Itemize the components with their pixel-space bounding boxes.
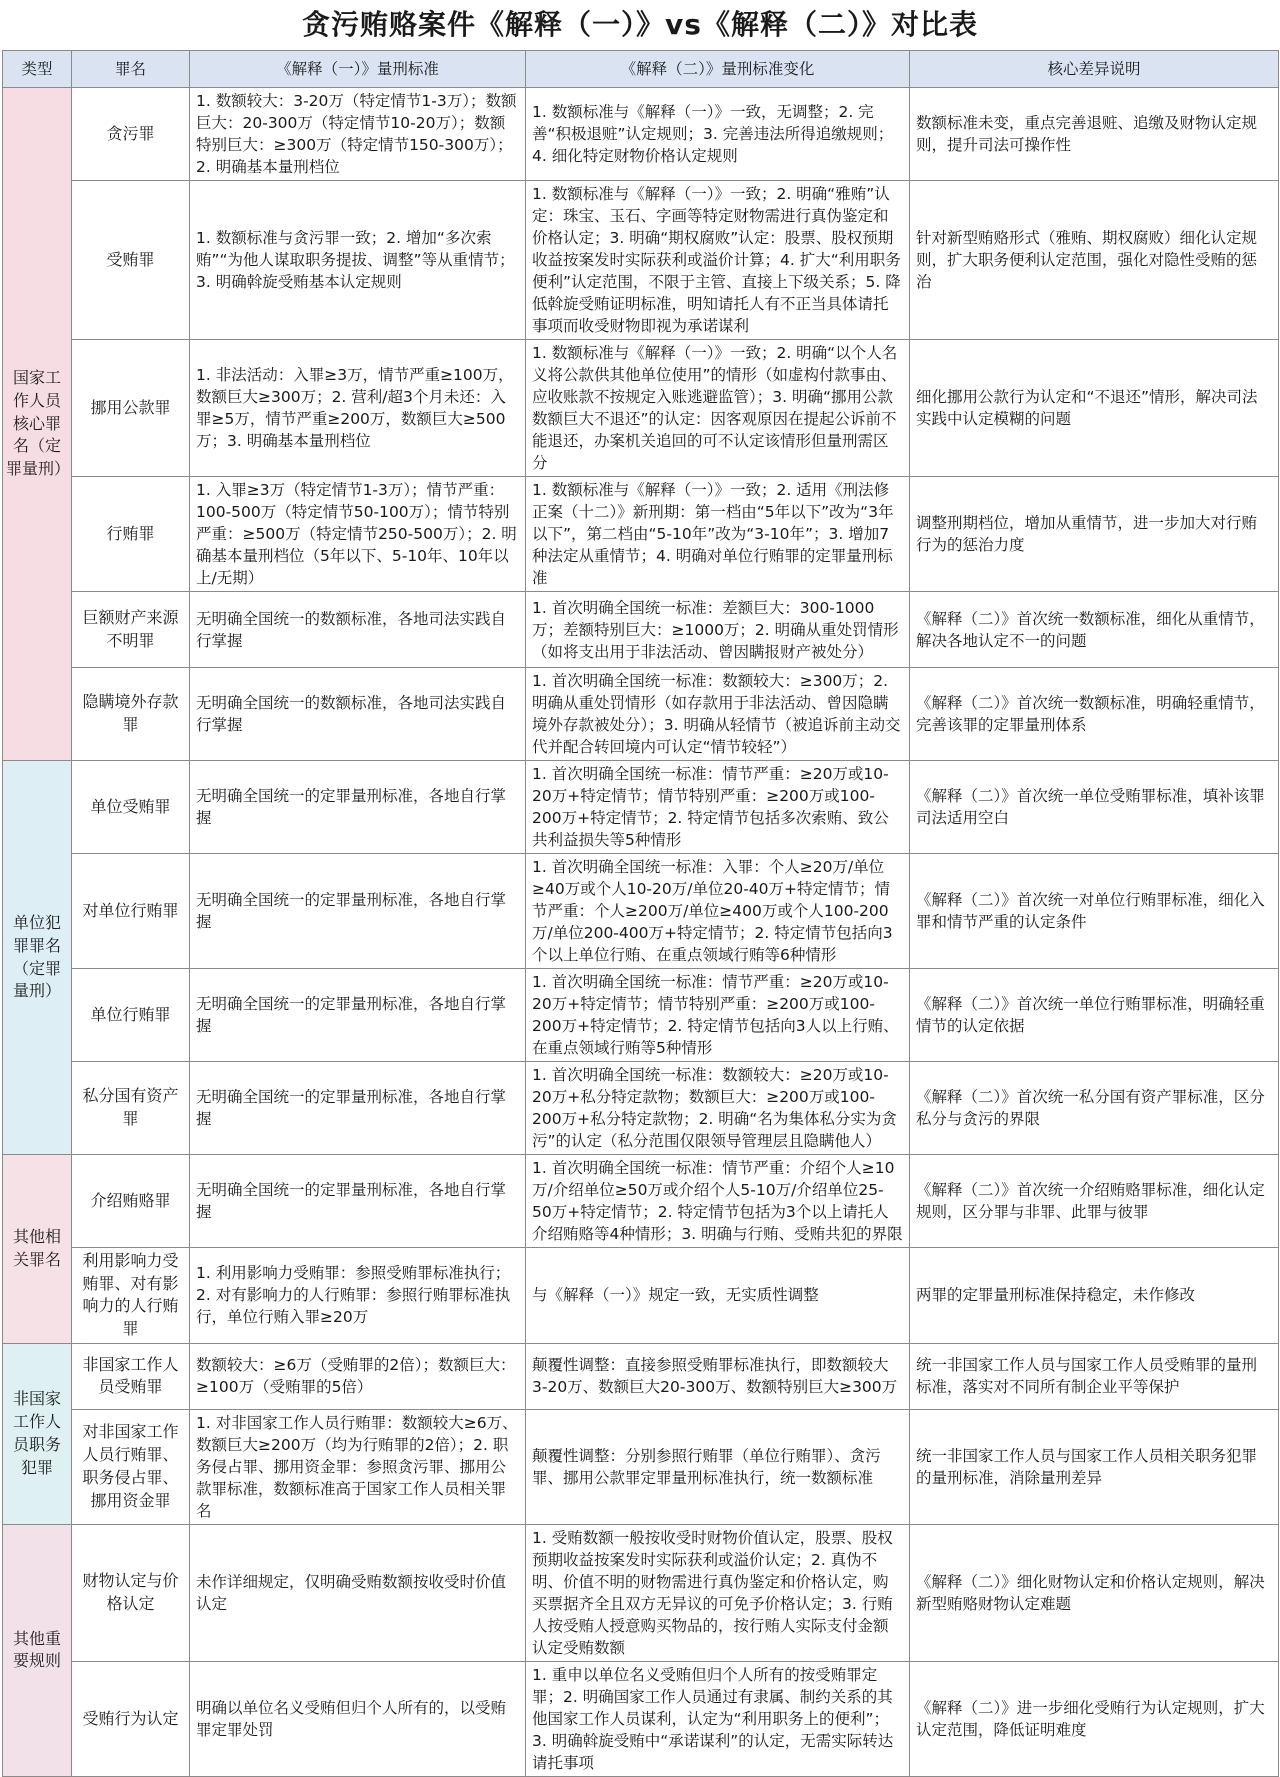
diff-cell: 针对新型贿赂形式（雅贿、期权腐败）细化认定规则，扩大职务便利认定范围，强化对隐性受贿的惩治 [910,181,1279,340]
diff-cell: 细化挪用公款行为认定和“不退还”情形，解决司法实践中认定模糊的问题 [910,340,1279,477]
table-row [3,1248,1279,1344]
std1-cell: 1. 入罪≥3万（特定情节1-3万）；情节严重：100-500万（特定情节50-100万）；情节特别严重：≥500万（特定情节250-500万）；2. 明确基本量刑档位（5年以下、5-10年、10年以上/无期） [190,477,526,592]
diff-cell: 《解释（二）》首次统一对单位行贿罪标准，细化入罪和情节严重的认定条件 [910,854,1279,969]
crime-name: 单位行贿罪 [72,969,190,1062]
crime-name: 私分国有资产罪 [72,1062,190,1155]
crime-name: 介绍贿赂罪 [72,1155,190,1248]
std1-cell: 无明确全国统一的定罪量刑标准，各地自行掌握 [190,1062,526,1155]
std2-cell: 1. 首次明确全国统一标准：情节严重：介绍个人≥10万/介绍单位≥50万或介绍个人5-10万/介绍单位25-50万+特定情节；2. 特定情节包括为3个以上请托人介绍贿赂等4种情形；3. 明确与行贿、受贿共犯的界限 [526,1155,910,1248]
category-cell: 单位犯罪罪名（定罪量刑） [3,761,72,1155]
diff-cell: 数额标准未变，重点完善退赃、追缴及财物认定规则，提升司法可操作性 [910,88,1279,181]
std2-cell: 颠覆性调整：直接参照受贿罪标准执行，即数额较大3-20万、数额巨大20-300万、数额特别巨大≥300万 [526,1343,910,1409]
table-row [3,668,1279,761]
diff-cell: 《解释（二）》首次统一单位受贿罪标准，填补该罪司法适用空白 [910,761,1279,854]
table-row [3,854,1279,969]
std2-cell: 1. 重申以单位名义受贿但归个人所有的按受贿罪定罪；2. 明确国家工作人员通过有隶属、制约关系的其他国家工作人员谋利，认定为“利用职务上的便利”；3. 明确斡旋受贿中“承诺谋利”的认定，无需实际转达请托事项 [526,1661,910,1776]
header-name: 罪名 [72,51,190,88]
table-row [3,761,1279,854]
std1-cell: 无明确全国统一的定罪量刑标准，各地自行掌握 [190,854,526,969]
header-std1: 《解释（一）》量刑标准 [190,51,526,88]
std1-cell: 1. 数额标准与贪污罪一致；2. 增加“多次索贿”“为他人谋取职务提拔、调整”等从重情节；3. 明确斡旋受贿基本认定规则 [190,181,526,340]
diff-cell: 《解释（二）》首次统一介绍贿赂罪标准，细化认定规则，区分罪与非罪、此罪与彼罪 [910,1155,1279,1248]
std2-cell: 1. 首次明确全国统一标准：入罪：个人≥20万/单位≥40万或个人10-20万/单位20-40万+特定情节；情节严重：个人≥200万/单位≥400万或个人100-200万/单位200-400万+特定情节；2. 特定情节包括向3个以上单位行贿、在重点领域行贿等6种情形 [526,854,910,969]
std2-cell: 1. 受贿数额一般按收受时财物价值认定，股票、股权预期收益按案发时实际获利或溢价认定；2. 真伪不明、价值不明的财物需进行真伪鉴定和价格认定，购买票据齐全且双方无异议的可免予价格认定；3. 行贿人按受贿人授意购买物品的，按行贿人实际支付金额认定受贿数额 [526,1524,910,1661]
std1-cell: 1. 数额较大：3-20万（特定情节1-3万）；数额巨大：20-300万（特定情节10-20万）；数额特别巨大：≥300万（特定情节150-300万）；2. 明确基本量刑档位 [190,88,526,181]
crime-name: 巨额财产来源不明罪 [72,592,190,668]
diff-cell: 《解释（二）》首次统一单位行贿罪标准，明确轻重情节的认定依据 [910,969,1279,1062]
table-row [3,1409,1279,1524]
std1-cell: 无明确全国统一的数额标准，各地司法实践自行掌握 [190,668,526,761]
diff-cell: 统一非国家工作人员与国家工作人员受贿罪的量刑标准，落实对不同所有制企业平等保护 [910,1343,1279,1409]
diff-cell: 《解释（二）》首次统一数额标准，明确轻重情节，完善该罪的定罪量刑体系 [910,668,1279,761]
table-header-row [3,51,1279,88]
table-row [3,477,1279,592]
std2-cell: 与《解释（一）》规定一致，无实质性调整 [526,1248,910,1344]
category-cell: 非国家工作人员职务犯罪 [3,1343,72,1524]
comparison-table [2,50,1279,1777]
crime-name: 财物认定与价格认定 [72,1524,190,1661]
std1-cell: 无明确全国统一的定罪量刑标准，各地自行掌握 [190,761,526,854]
diff-cell: 《解释（二）》首次统一私分国有资产罪标准，区分私分与贪污的界限 [910,1062,1279,1155]
header-std2: 《解释（二）》量刑标准变化 [526,51,910,88]
diff-cell: 两罪的定罪量刑标准保持稳定，未作修改 [910,1248,1279,1344]
category-cell: 其他相关罪名 [3,1155,72,1344]
table-row [3,181,1279,340]
header-type: 类型 [3,51,72,88]
std1-cell: 明确以单位名义受贿但归个人所有的，以受贿罪定罪处罚 [190,1661,526,1776]
std2-cell: 1. 首次明确全国统一标准：数额较大：≥20万或10-20万+私分特定款物；数额巨大：≥200万或100-200万+私分特定款物；2. 明确“名为集体私分实为贪污”的认定（私分范围仅限领导管理层且隐瞒他人） [526,1062,910,1155]
table-row [3,592,1279,668]
table-row [3,969,1279,1062]
page-title: 贪污贿赂案件《解释（一）》vs《解释（二）》对比表 [302,8,978,41]
table-row [3,1343,1279,1409]
table-row [3,1155,1279,1248]
crime-name: 行贿罪 [72,477,190,592]
diff-cell: 《解释（二）》首次统一数额标准，细化从重情节，解决各地认定不一的问题 [910,592,1279,668]
diff-cell: 《解释（二）》进一步细化受贿行为认定规则，扩大认定范围，降低证明难度 [910,1661,1279,1776]
std2-cell: 1. 数额标准与《解释（一）》一致，无调整；2. 完善“积极退赃”认定规则；3. 完善违法所得追缴规则；4. 细化特定财物价格认定规则 [526,88,910,181]
table-row [3,1062,1279,1155]
std1-cell: 无明确全国统一的定罪量刑标准，各地自行掌握 [190,1155,526,1248]
std2-cell: 颠覆性调整：分别参照行贿罪（单位行贿罪）、贪污罪、挪用公款罪定罪量刑标准执行，统一数额标准 [526,1409,910,1524]
std2-cell: 1. 首次明确全国统一标准：情节严重：≥20万或10-20万+特定情节；情节特别严重：≥200万或100-200万+特定情节；2. 特定情节包括向3人以上行贿、在重点领域行贿等5种情形 [526,969,910,1062]
std2-cell: 1. 数额标准与《解释（一）》一致；2. 明确“雅贿”认定：珠宝、玉石、字画等特定财物需进行真伪鉴定和价格认定；3. 明确“期权腐败”认定：股票、股权预期收益按案发时实际获利或溢价计算；4. 扩大“利用职务便利”认定范围，不限于主管、直接上下级关系；5. 降低斡旋受贿证明标准，明知请托人有不正当具体请托事项而收受财物即视为承诺谋利 [526,181,910,340]
crime-name: 单位受贿罪 [72,761,190,854]
std1-cell: 数额较大：≥6万（受贿罪的2倍）；数额巨大：≥100万（受贿罪的5倍） [190,1343,526,1409]
crime-name: 贪污罪 [72,88,190,181]
header-diff: 核心差异说明 [910,51,1279,88]
crime-name: 非国家工作人员受贿罪 [72,1343,190,1409]
std2-cell: 1. 首次明确全国统一标准：差额巨大：300-1000万；差额特别巨大：≥1000万；2. 明确从重处罚情形（如将支出用于非法活动、曾因瞒报财产被处分） [526,592,910,668]
crime-name: 挪用公款罪 [72,340,190,477]
crime-name: 对非国家工作人员行贿罪、职务侵占罪、挪用资金罪 [72,1409,190,1524]
table-row [3,88,1279,181]
std1-cell: 1. 利用影响力受贿罪：参照受贿罪标准执行；2. 对有影响力的人行贿罪：参照行贿罪标准执行，单位行贿入罪≥20万 [190,1248,526,1344]
crime-name: 对单位行贿罪 [72,854,190,969]
diff-cell: 统一非国家工作人员与国家工作人员相关职务犯罪的量刑标准，消除量刑差异 [910,1409,1279,1524]
diff-cell: 调整刑期档位，增加从重情节，进一步加大对行贿行为的惩治力度 [910,477,1279,592]
std2-cell: 1. 首次明确全国统一标准：情节严重：≥20万或10-20万+特定情节；情节特别严重：≥200万或100-200万+特定情节；2. 特定情节包括多次索贿、致公共利益损失等5种情形 [526,761,910,854]
category-cell: 国家工作人员核心罪名（定罪量刑） [3,88,72,761]
std2-cell: 1. 首次明确全国统一标准：数额较大：≥300万；2. 明确从重处罚情形（如存款用于非法活动、曾因隐瞒境外存款被处分）；3. 明确从轻情节（被追诉前主动交代并配合转回境内可认定“情节较轻”） [526,668,910,761]
crime-name: 隐瞒境外存款罪 [72,668,190,761]
table-row [3,340,1279,477]
crime-name: 受贿行为认定 [72,1661,190,1776]
table-row [3,1524,1279,1661]
std1-cell: 1. 非法活动：入罪≥3万，情节严重≥100万，数额巨大≥300万；2. 营利/超3个月未还：入罪≥5万，情节严重≥200万，数额巨大≥500万；3. 明确基本量刑档位 [190,340,526,477]
std1-cell: 未作详细规定，仅明确受贿数额按收受时价值认定 [190,1524,526,1661]
crime-name: 利用影响力受贿罪、对有影响力的人行贿罪 [72,1248,190,1344]
std1-cell: 1. 对非国家工作人员行贿罪：数额较大≥6万、数额巨大≥200万（均为行贿罪的2倍）；2. 职务侵占罪、挪用资金罪：参照贪污罪、挪用公款罪标准，数额标准高于国家工作人员相关罪名 [190,1409,526,1524]
crime-name: 受贿罪 [72,181,190,340]
std1-cell: 无明确全国统一的数额标准，各地司法实践自行掌握 [190,592,526,668]
std2-cell: 1. 数额标准与《解释（一）》一致；2. 明确“以个人名义将公款供其他单位使用”的情形（如虚构付款事由、应收账款不按规定入账逃避监管）；3. 明确“挪用公款数额巨大不退还”的认定：因客观原因在提起公诉前不能退还，办案机关追回的可不认定该情形但量刑需区分 [526,340,910,477]
table-row [3,1661,1279,1776]
diff-cell: 《解释（二）》细化财物认定和价格认定规则，解决新型贿赂财物认定难题 [910,1524,1279,1661]
std2-cell: 1. 数额标准与《解释（一）》一致；2. 适用《刑法修正案（十二）》新刑期：第一档由“5年以下”改为“3年以下”，第二档由“5-10年”改为“3-10年”；3. 增加7种法定从重情节；4. 明确对单位行贿罪的定罪量刑标准 [526,477,910,592]
std1-cell: 无明确全国统一的定罪量刑标准，各地自行掌握 [190,969,526,1062]
category-cell: 其他重要规则 [3,1524,72,1776]
